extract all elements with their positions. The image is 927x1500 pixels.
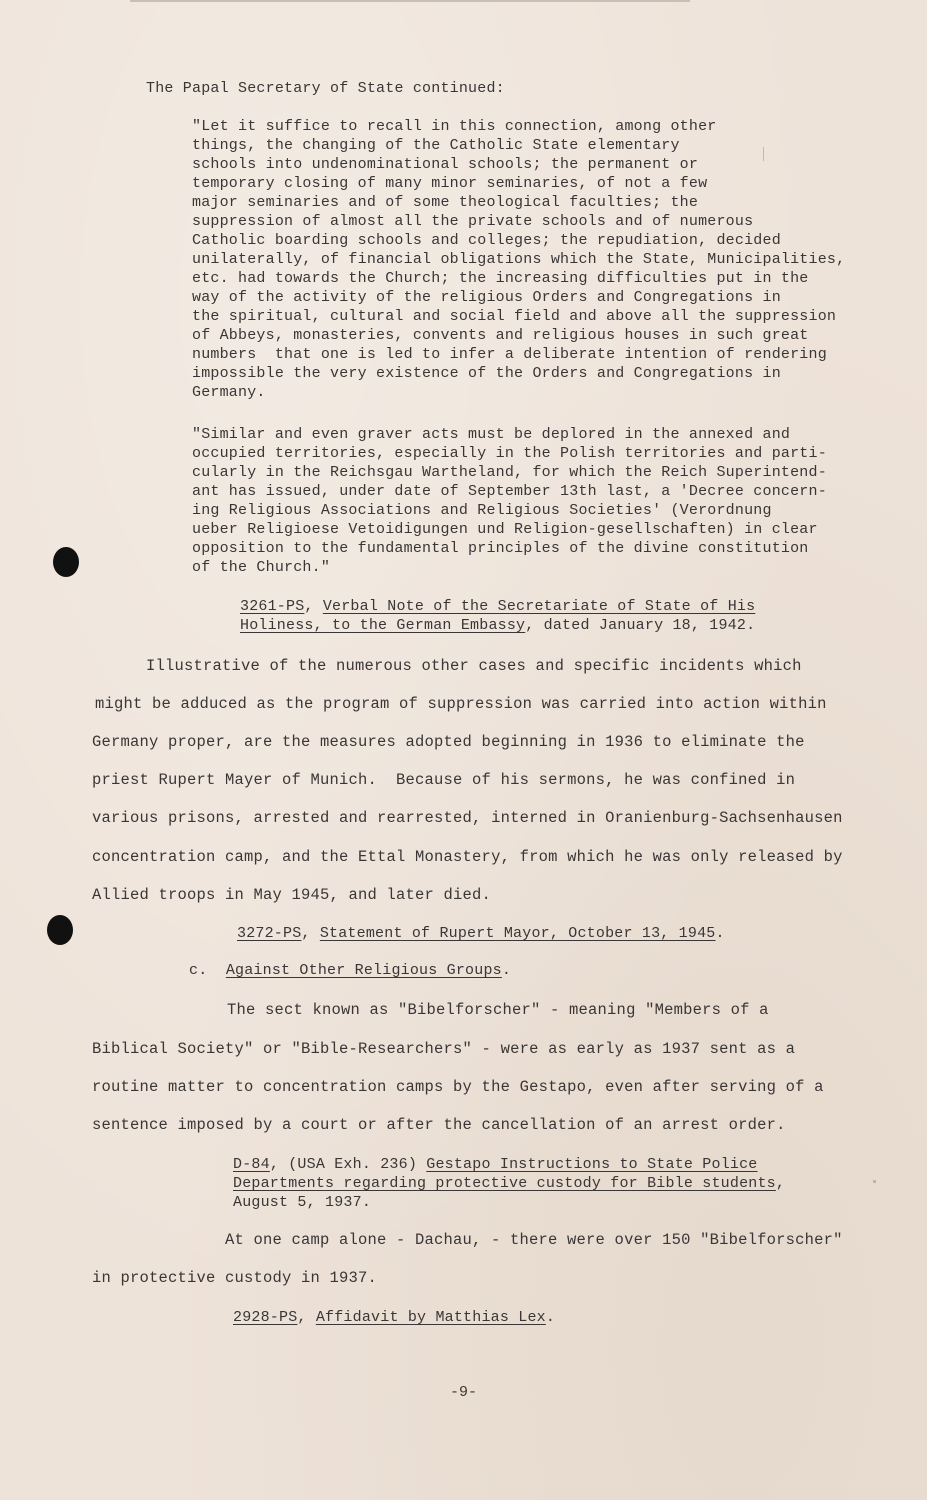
body-line: Illustrative of the numerous other cases and specific incidents which — [146, 657, 802, 675]
quote-line: numbers that one is led to infer a deliberate intention of rendering — [192, 346, 827, 363]
citation-title: Statement of Rupert Mayor, October 13, 1945 — [319, 925, 716, 942]
body-line: in protective custody in 1937. — [92, 1269, 378, 1287]
body-line: The sect known as "Bibelforscher" - meaning "Members of a — [227, 1001, 769, 1019]
quote-line: Catholic boarding schools and colleges; the repudiation, decided — [192, 232, 781, 249]
citation-date: , dated January 18, 1942. — [525, 617, 756, 634]
quote-line: of the Church." — [192, 559, 331, 576]
quote-line: way of the activity of the religious Orders and Congregations in — [192, 289, 781, 306]
citation-exhibit: , (USA Exh. 236) — [269, 1156, 427, 1173]
citation-title: Verbal Note of the Secretariate of State of His — [322, 598, 756, 615]
quote-line: Germany. — [192, 384, 266, 401]
body-line: concentration camp, and the Ettal Monastery, from which he was only released by — [92, 848, 843, 866]
quote-line: cularly in the Reichsgau Wartheland, for which the Reich Superintend- — [192, 464, 827, 481]
quote-line: the spiritual, cultural and social field and above all the suppression — [192, 308, 837, 325]
quote-line: ing Religious Associations and Religious Societies' (Verordnung — [192, 502, 772, 519]
intro-line: The Papal Secretary of State continued: — [146, 80, 505, 97]
quote-line: major seminaries and of some theological faculties; the — [192, 194, 699, 211]
citation-date: August 5, 1937. — [233, 1194, 372, 1211]
section-heading: c. Against Other Religious Groups. — [189, 962, 512, 979]
citation-2928-ps: 2928-PS, Affidavit by Matthias Lex. — [233, 1309, 556, 1326]
body-line: At one camp alone - Dachau, - there were over 150 "Bibelforscher" — [225, 1231, 843, 1249]
quote-line: of Abbeys, monasteries, convents and religious houses in such great — [192, 327, 809, 344]
section-title: Against Other Religious Groups — [225, 962, 502, 979]
citation-ref: 3272-PS — [237, 925, 302, 942]
body-line: Germany proper, are the measures adopted beginning in 1936 to eliminate the — [92, 733, 805, 751]
quote-line: unilaterally, of financial obligations which the State, Municipalities, — [192, 251, 846, 268]
quote-line: "Let it suffice to recall in this connection, among other — [192, 118, 717, 135]
quote-line: "Similar and even graver acts must be deplored in the annexed and — [192, 426, 791, 443]
citation-ref: 3261-PS — [240, 598, 305, 615]
quote-line: occupied territories, especially in the Polish territories and parti- — [192, 445, 827, 462]
quote-line: etc. had towards the Church; the increasing difficulties put in the — [192, 270, 809, 287]
paper-mark — [873, 1180, 876, 1183]
punch-hole-upper — [53, 547, 79, 577]
body-line: various prisons, arrested and rearrested, interned in Oranienburg-Sachsenhausen — [92, 809, 843, 827]
page-number: -9- — [450, 1384, 478, 1401]
paper-mark — [763, 147, 764, 161]
citation-title: Affidavit by Matthias Lex — [315, 1309, 546, 1326]
citation-ref: 2928-PS — [233, 1309, 298, 1326]
body-line: sentence imposed by a court or after the cancellation of an arrest order. — [92, 1116, 786, 1134]
quote-line: opposition to the fundamental principles of the divine constitution — [192, 540, 809, 557]
punch-hole-lower — [47, 915, 73, 945]
citation-title: Holiness, to the German Embassy — [240, 617, 526, 634]
document-page: The Papal Secretary of State continued: "Let it suffice to recall in this connection, among other things, the changing of the Catholic State elementary schools into undenominational schools; the permanent or temporary closing of many minor seminaries, of not a few major seminaries and of some theological faculties; the suppression of almost all the private schools and of numerous Catholic boarding schools and colleges; the repudiation, decided unilaterally, of financial obligations which the State, Municipalities, etc. had towards the Church; the increasing difficulties put in the way of the activity of the religious Orders and Congregations in the spiritual, cultural and social field and above all the suppression of Abbeys, monasteries, convents and religious houses in such great numbers that one is led to infer a deliberate intention of rendering impossible the very existence of the Orders and Congregations in Germany. "Similar and even graver acts must be deplored in the annexed and occupied territories, especially in the Polish territories and parti- cularly in the Reichsgau Wartheland, for which the Reich Superintend- ant has issued, under date of September 13th last, a 'Decree concern- ing Religious Associations and Religious Societies' (Verordnung ueber Religioese Vetoidigungen und Religion-gesellschaften) in clear opposition to the fundamental principles of the divine constitution of the Church." 3261-PS, Verbal Note of the Secretariate of State of His Holiness, to the German Embassy, dated January 18, 1942. Illustrative of the numerous other cases and specific incidents which might be adduced as the program of suppression was carried into action within Germany proper, are the measures adopted beginning in 1936 to eliminate the priest Rupert Mayer of Munich. Because of his sermons, he was confined in various prisons, arrested and rearrested, interned in Oranienburg-Sachsenhausen concentration camp, and the Ettal Monastery, from which he was only released by Allied troops in May 1945, and later died. 3272-PS, Statement of Rupert Mayor, October 13, 1945. c. Against Other Religious Groups. The sect known as "Bibelforscher" - meaning "Members of a Biblical Society" or "Bible-Researchers" - were as early as 1937 sent as a routine matter to concentration camps by the Gestapo, even after serving of a sentence imposed by a court or after the cancellation of an arrest order. D-84, (USA Exh. 236) Gestapo Instructions to State Police Departments regarding protective custody for Bible students, August 5, 1937. At one camp alone - Dachau, - there were over 150 "Bibelforscher" in protective custody in 1937. 2928-PS, Affidavit by Matthias Lex. -9- — [0, 0, 927, 1500]
quote-line: ueber Religioese Vetoidigungen und Religion-gesellschaften) in clear — [192, 521, 818, 538]
body-line: Allied troops in May 1945, and later died. — [92, 886, 492, 904]
quote-line: suppression of almost all the private schools and of numerous — [192, 213, 754, 230]
quote-line: schools into undenominational schools; the permanent or — [192, 156, 699, 173]
section-letter: c. — [189, 962, 208, 979]
quote-line: impossible the very existence of the Orders and Congregations in — [192, 365, 781, 382]
citation-title: Departments regarding protective custody for Bible students — [233, 1175, 776, 1192]
quote-line: ant has issued, under date of September 13th last, a 'Decree concern- — [192, 483, 827, 500]
body-line: routine matter to concentration camps by the Gestapo, even after serving of a — [92, 1078, 824, 1096]
citation-3272-ps: 3272-PS, Statement of Rupert Mayor, October 13, 1945. — [237, 925, 725, 942]
citation-ref: D-84 — [233, 1156, 270, 1173]
body-line: priest Rupert Mayer of Munich. Because of his sermons, he was confined in — [92, 771, 796, 789]
quote-line: things, the changing of the Catholic State elementary — [192, 137, 680, 154]
quote-line: temporary closing of many minor seminaries, of not a few — [192, 175, 708, 192]
top-edge-line — [130, 0, 690, 2]
citation-title: Gestapo Instructions to State Police — [426, 1156, 758, 1173]
body-line: Biblical Society" or "Bible-Researchers" - were as early as 1937 sent as a — [92, 1040, 796, 1058]
body-line: might be adduced as the program of suppression was carried into action within — [95, 695, 827, 713]
